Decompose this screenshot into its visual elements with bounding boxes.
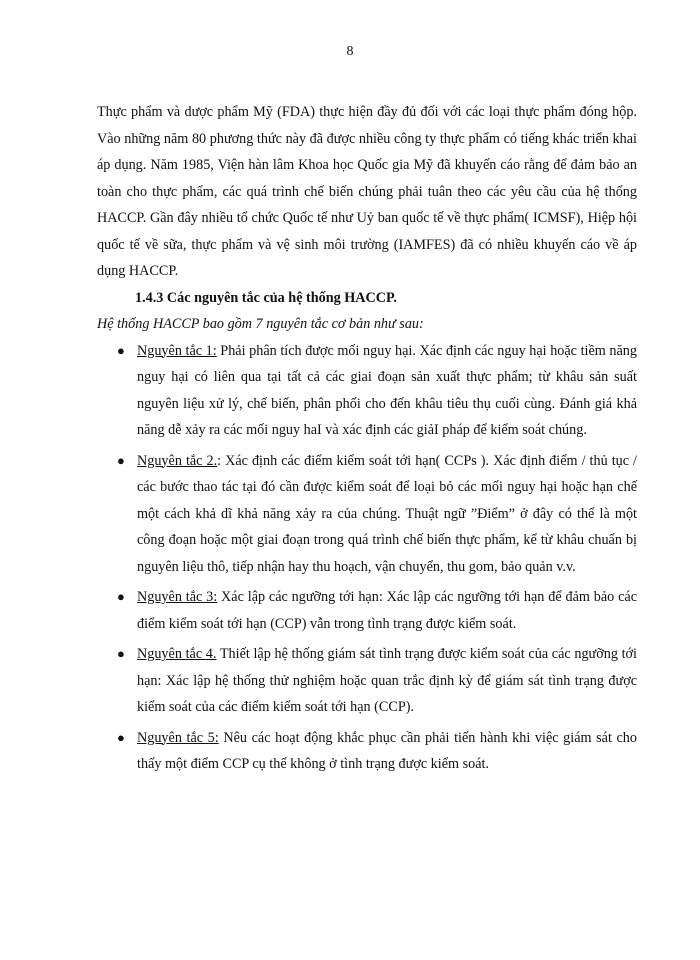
bullet-icon: ● (117, 729, 125, 745)
principle-label: Nguyên tắc 5: (137, 729, 219, 746)
intro-paragraph: Thực phẩm và dược phẩm Mỹ (FDA) thực hiện đầy đủ đối với các loại thực phẩm đóng hộp. Vào những năm 80 phương thức này đã được nhiều công ty thực phẩm có tiếng khác triển khai áp dụng. Năm 1985, Viện hàn lâm Khoa học Quốc gia Mỹ đã khuyến cáo rằng để đảm bảo an toàn cho thực phẩm, các quá trình chế biến chúng phải tuân theo các yêu cầu của hệ thống HACCP. Gần đây nhiều tổ chức Quốc tế như Uỷ ban quốc tế về thực phẩm( ICMSF), Hiệp hội quốc tế về sữa, thực phẩm và vệ sinh môi trường (IAMFES) đã có nhiều khuyến cáo về áp dụng HACCP. (97, 104, 637, 279)
bullet-icon: ● (117, 589, 125, 604)
principle-item-4 (97, 641, 637, 721)
principle-label: Nguyên tắc 4. (137, 646, 217, 662)
principle-text: : Xác định các điểm kiểm soát tới hạn( CCPs ). Xác định điểm / thủ tục / các bước thao tác tại đó cần được kiểm soát để loại bỏ các mối nguy hại hoặc hạn chế một cách khả dĩ khả năng xảy ra của chúng. Thuật ngữ ”Điểm” ở đây có thể là một công đoạn hoặc một giai đoạn trong quá trình chế biến thực phẩm, kể từ khâu chuẩn bị nguyên liệu thô, tiếp nhận hay thu hoạch, vận chuyển, thu gom, bảo quản v.v. (137, 452, 637, 575)
bullet-icon: ● (117, 452, 125, 468)
principle-item-1 (97, 338, 637, 444)
page-number: 8 (346, 44, 354, 59)
principle-text: Thiết lập hệ thống giám sát tình trạng được kiểm soát của các ngưỡng tới hạn: Xác lập hệ thống thử nghiệm hoặc quan trắc định kỳ để giám sát tình trạng được kiểm soát của các điểm kiểm soát tới hạn (CCP). (137, 646, 637, 715)
principle-text: Nêu các hoạt động khắc phục cần phải tiến hành khi việc giám sát cho thấy một điểm CCP cụ thể không ở tình trạng được kiểm soát. (137, 729, 637, 772)
principle-item-2 (97, 448, 637, 581)
principle-label: Nguyên tắc 3: (137, 589, 218, 605)
principle-text: Xác lập các ngưỡng tới hạn: Xác lập các ngưỡng tới hạn để đảm bảo các điểm kiểm soát tới hạn (CCP) vẫn trong tình trạng được kiểm soát. (137, 589, 637, 632)
principle-text: Phải phân tích được mối nguy hại. Xác định các nguy hại hoặc tiềm năng nguy hại có liên qua tại tất cả các giai đoạn sản xuất thực phẩm; từ khâu sản suất nguyên liệu xử lý, chế biến, phân phối cho đến khâu tiêu thụ cuối cùng. Đánh giá khả năng dễ xảy ra các mối nguy haI và xác định các giảI pháp để kiểm soát chúng. (137, 342, 637, 438)
document-body (97, 99, 637, 782)
principle-label: Nguyên tắc 1: (137, 342, 217, 359)
principles-list (97, 338, 637, 778)
bullet-icon: ● (117, 342, 125, 358)
section-intro: Hệ thống HACCP bao gồm 7 nguyên tắc cơ bản như sau: (97, 316, 424, 332)
principle-label: Nguyên tắc 2. (137, 452, 218, 469)
principle-item-5 (97, 725, 637, 778)
bullet-icon: ● (117, 646, 125, 661)
principle-item-3 (97, 584, 637, 637)
section-heading: 1.4.3 Các nguyên tắc của hệ thống HACCP. (135, 289, 397, 306)
